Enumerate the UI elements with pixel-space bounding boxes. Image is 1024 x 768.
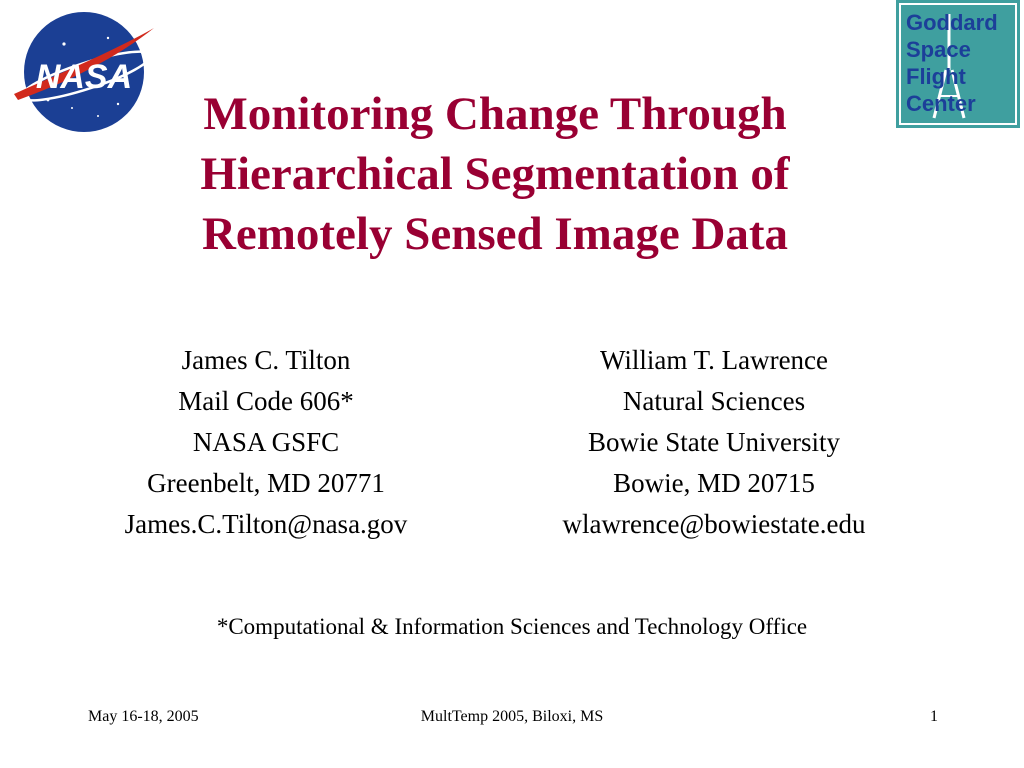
goddard-line-1: Goddard (906, 10, 998, 35)
author-department: Natural Sciences (622, 386, 806, 416)
author-email: James.C.Tilton@nasa.gov (124, 509, 408, 539)
author-address: Bowie, MD 20715 (613, 468, 815, 498)
goddard-logo (896, 0, 1020, 128)
nasa-logo (8, 8, 158, 134)
nasa-logo-text: NASA (35, 58, 133, 96)
title-line-3: Remotely Sensed Image Data (201, 208, 789, 260)
footer-conference: MultTemp 2005, Biloxi, MS (420, 708, 604, 725)
author-organization: NASA GSFC (192, 427, 340, 457)
author-organization: Bowie State University (588, 427, 840, 457)
footer-date: May 16-18, 2005 (88, 708, 199, 725)
author-name: William T. Lawrence (599, 345, 829, 375)
goddard-line-4: Center (906, 91, 976, 116)
goddard-line-3: Flight (906, 64, 966, 89)
author-email: wlawrence@bowiestate.edu (562, 509, 866, 539)
author-name: James C. Tilton (181, 345, 351, 375)
slide-title (150, 84, 840, 264)
author-block-tilton (66, 340, 466, 545)
title-line-2: Hierarchical Segmentation of (200, 148, 790, 200)
title-line-1: Monitoring Change Through (203, 88, 787, 140)
author-block-lawrence (494, 340, 934, 545)
author-address: Greenbelt, MD 20771 (147, 468, 385, 498)
author-mail-code: Mail Code 606* (178, 386, 354, 416)
footnote: *Computational & Information Sciences and Technology Office (216, 614, 808, 639)
footer-page-number: 1 (930, 708, 938, 725)
goddard-line-2: Space (906, 37, 971, 62)
